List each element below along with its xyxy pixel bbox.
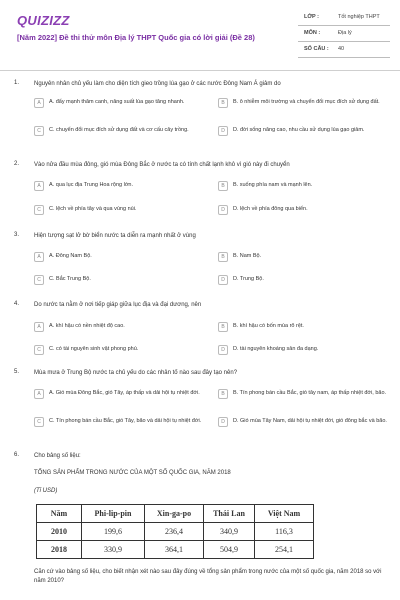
table-row (37, 541, 314, 559)
meta-row-count (298, 42, 390, 58)
meta-key: SỐ CÂU : (304, 46, 329, 52)
table-cell: 199,6 (82, 523, 145, 541)
option-letter: D (218, 345, 228, 355)
question-number: 6. (14, 452, 20, 458)
option-letter: D (218, 275, 228, 285)
quizizz-logo: QUIZIZZ (17, 13, 70, 28)
meta-row-class (298, 10, 390, 26)
table-unit: (Tỉ USD) (34, 488, 58, 494)
question-text: Hiện tượng sạt lở bờ biển nước ta diễn ra mạnh nhất ở vùng (34, 233, 196, 239)
option-text: B. xuống phía nam và mạnh lên. (233, 182, 313, 188)
question-6-prompt: Căn cứ vào bảng số liệu, cho biết nhận xét nào sau đây đúng về tổng sản phẩm trong nước của một số quốc gia, năm 2018 so với năm 2010? (34, 569, 382, 584)
question-number: 3. (14, 232, 20, 238)
table-header-row (37, 505, 314, 523)
option-letter: C (34, 126, 44, 136)
option-letter: C (34, 275, 44, 285)
option-text: A. đẩy mạnh thâm canh, nâng suất lúa gạo tăng nhanh. (49, 99, 185, 105)
meta-value: Địa lý (338, 30, 352, 36)
question-text: Nguyên nhân chủ yếu làm cho diện tích gieo trồng lúa gạo ở các nước Đông Nam Á giảm do (34, 81, 281, 87)
table-cell: 116,3 (255, 523, 314, 541)
option-letter: B (218, 322, 228, 332)
option-text: B. Nam Bộ. (233, 253, 262, 259)
question-text: Do nước ta nằm ở nơi tiếp giáp giữa lục địa và đại dương, nên (34, 302, 202, 308)
option-text: D. Gió mùa Tây Nam, dải hội tụ nhiệt đới, gió đông bắc và bão. (233, 418, 387, 424)
table-cell: 340,9 (204, 523, 255, 541)
table-cell: 2010 (37, 523, 82, 541)
table-cell: 236,4 (145, 523, 204, 541)
worksheet-header (0, 0, 400, 68)
table-header-cell: Xin-ga-po (145, 505, 204, 523)
option-text: A. Đông Nam Bộ. (49, 253, 92, 259)
option-letter: A (34, 389, 44, 399)
option-text: D. đời sống nâng cao, nhu cầu sử dụng lúa gạo giảm. (233, 127, 365, 133)
option-letter: D (218, 417, 228, 427)
meta-key: MÔN : (304, 30, 321, 36)
option-text: C. lệch về phía tây và qua vùng núi. (49, 206, 137, 212)
question-number: 2. (14, 161, 20, 167)
document-title: [Năm 2022] Đề thi thử môn Địa lý THPT Quốc gia có lời giải (Đề 28) (17, 33, 255, 42)
table-cell: 364,1 (145, 541, 204, 559)
meta-value: Tốt nghiệp THPT (338, 14, 380, 20)
option-text: B. ô nhiễm môi trường và chuyển đổi mục đích sử dụng đất. (233, 99, 380, 105)
option-letter: B (218, 181, 228, 191)
header-divider (0, 70, 400, 71)
option-letter: D (218, 126, 228, 136)
table-header-cell: Việt Nam (255, 505, 314, 523)
question-number: 4. (14, 301, 20, 307)
option-text: C. có tài nguyên sinh vật phong phú. (49, 346, 139, 352)
question-text: Vào nửa đầu mùa đông, gió mùa Đông Bắc ở nước ta có tính chất lạnh khô vì gió này đi chuyển (34, 162, 290, 168)
option-text: D. tài nguyên khoáng sản đa dạng. (233, 346, 319, 352)
option-letter: A (34, 98, 44, 108)
meta-panel (298, 10, 390, 58)
option-letter: A (34, 181, 44, 191)
option-letter: A (34, 322, 44, 332)
table-cell: 2018 (37, 541, 82, 559)
table-header-cell: Thái Lan (204, 505, 255, 523)
meta-row-subject (298, 26, 390, 42)
meta-value: 40 (338, 46, 345, 52)
option-text: A. Gió mùa Đông Bắc, gió Tây, áp thấp và dải hội tụ nhiệt đới. (49, 390, 200, 396)
table-cell: 254,1 (255, 541, 314, 559)
option-text: B. Tín phong bán cầu Bắc, gió tây nam, áp thấp nhiệt đới, bão. (233, 390, 387, 396)
table-title: TỔNG SẢN PHẨM TRONG NƯỚC CỦA MỘT SỐ QUỐC GIA, NĂM 2018 (34, 470, 231, 476)
option-letter: C (34, 345, 44, 355)
table-header-cell: Phi-lip-pin (82, 505, 145, 523)
question-text: Mùa mưa ở Trung Bộ nước ta chủ yếu do các nhân tố nào sau đây tạo nên? (34, 370, 238, 376)
option-text: D. Trung Bộ. (233, 276, 264, 282)
option-letter: B (218, 389, 228, 399)
option-text: C. Tín phong bán cầu Bắc, gió Tây, bão và dải hội tụ nhiệt đới. (49, 418, 202, 424)
option-text: D. lệch về phía đông qua biển. (233, 206, 308, 212)
option-text: C. chuyển đổi mục đích sử dụng đất và cơ cấu cây trồng. (49, 127, 189, 133)
option-text: B. khí hậu có bốn mùa rõ rệt. (233, 323, 304, 329)
option-letter: A (34, 252, 44, 262)
option-letter: B (218, 252, 228, 262)
question-number: 5. (14, 369, 20, 375)
table-row (37, 523, 314, 541)
table-cell: 504,9 (204, 541, 255, 559)
option-text: A. khí hậu có nền nhiệt độ cao. (49, 323, 125, 329)
option-text: C. Bắc Trung Bộ. (49, 276, 91, 282)
option-letter: B (218, 98, 228, 108)
option-text: A. qua lục địa Trung Hoa rộng lớn. (49, 182, 134, 188)
option-letter: C (34, 205, 44, 215)
table-cell: 330,9 (82, 541, 145, 559)
question-text: Cho bảng số liệu: (34, 453, 81, 459)
table-header-cell: Năm (37, 505, 82, 523)
meta-key: LỚP : (304, 14, 319, 20)
option-letter: C (34, 417, 44, 427)
gdp-table (36, 504, 314, 559)
question-number: 1. (14, 80, 20, 86)
option-letter: D (218, 205, 228, 215)
